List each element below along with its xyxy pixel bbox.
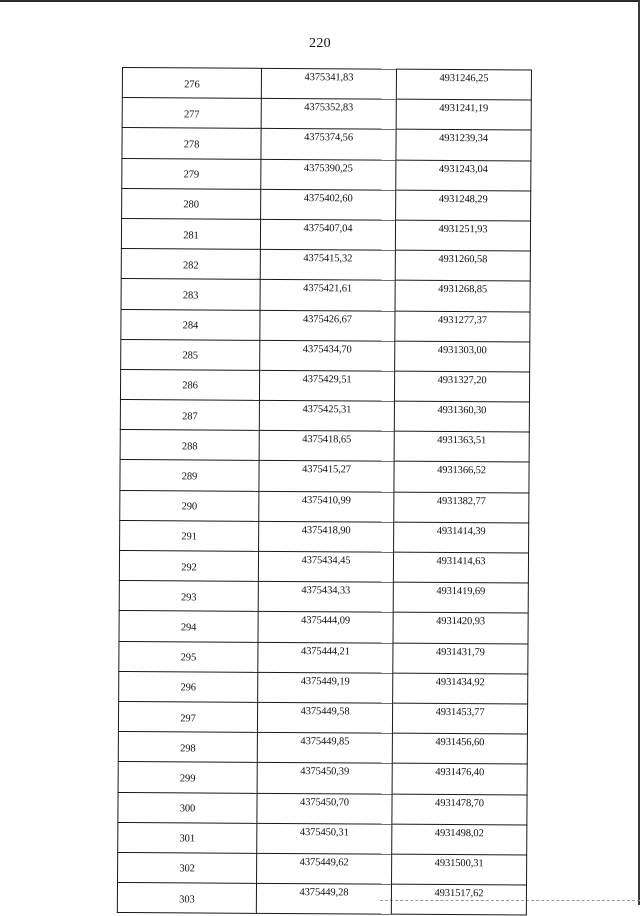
x-coordinate-cell: 4375449,58 [257,702,392,733]
x-coordinate-cell: 4375421,61 [260,280,395,311]
y-coordinate-cell: 4931366,52 [394,462,529,493]
point-number-cell: 283 [121,279,260,310]
x-coordinate-cell: 4375449,28 [256,883,391,914]
table-row [122,98,531,131]
y-coordinate-cell: 4931327,20 [394,371,529,402]
point-number-cell: 294 [119,611,258,642]
y-coordinate-cell: 4931248,29 [396,190,531,221]
y-coordinate-cell: 4931251,93 [395,220,530,251]
x-coordinate-cell: 4375434,70 [260,340,395,371]
table-row [120,490,529,523]
x-coordinate-cell: 4375444,21 [258,642,393,673]
table-row [119,581,528,614]
y-coordinate-cell: 4931360,30 [394,401,529,432]
point-number-cell: 302 [118,852,257,883]
y-coordinate-cell: 4931500,31 [392,854,527,885]
y-coordinate-cell: 4931363,51 [394,431,529,462]
x-coordinate-cell: 4375434,33 [258,582,393,613]
page-number: 220 [309,36,331,51]
y-coordinate-cell: 4931434,92 [393,673,528,704]
x-coordinate-cell: 4375374,56 [261,129,396,160]
y-coordinate-cell: 4931453,77 [392,703,527,734]
point-number-cell: 286 [120,369,259,400]
point-number-cell: 284 [121,309,260,340]
table-row [118,701,527,734]
point-number-cell: 301 [118,822,257,853]
x-coordinate-cell: 4375407,04 [260,219,395,250]
table-row [119,671,528,704]
y-coordinate-cell: 4931239,34 [396,130,531,161]
point-number-cell: 291 [120,520,259,551]
y-coordinate-cell: 4931517,62 [391,884,526,915]
x-coordinate-cell: 4375450,31 [257,823,392,854]
y-coordinate-cell: 4931268,85 [395,280,530,311]
point-number-cell: 280 [122,188,261,219]
y-coordinate-cell: 4931277,37 [395,311,530,342]
x-coordinate-cell: 4375341,83 [261,68,396,99]
y-coordinate-cell: 4931414,63 [393,552,528,583]
y-coordinate-cell: 4931456,60 [392,733,527,764]
point-number-cell: 297 [118,701,257,732]
table-row [119,550,528,583]
x-coordinate-cell: 4375426,67 [260,310,395,341]
point-number-cell: 300 [118,792,257,823]
point-number-cell: 278 [122,128,261,159]
coordinates-table-body [117,68,531,916]
y-coordinate-cell: 4931419,69 [393,582,528,613]
x-coordinate-cell: 4375415,32 [260,249,395,280]
x-coordinate-cell: 4375429,51 [259,370,394,401]
y-coordinate-cell: 4931260,58 [395,250,530,281]
table-row [119,641,528,674]
point-number-cell: 279 [122,158,261,189]
x-coordinate-cell: 4375352,83 [261,99,396,130]
x-coordinate-cell: 4375444,09 [258,612,393,643]
y-coordinate-cell: 4931414,39 [394,522,529,553]
x-coordinate-cell: 4375418,65 [259,431,394,462]
point-number-cell: 288 [120,430,259,461]
y-coordinate-cell: 4931303,00 [395,341,530,372]
table-row [119,611,528,644]
table-row [122,68,531,101]
x-coordinate-cell: 4375450,39 [257,763,392,794]
table-row [118,792,527,825]
point-number-cell: 293 [119,581,258,612]
table-row [121,218,530,251]
table-row [118,762,527,795]
x-coordinate-cell: 4375415,27 [259,461,394,492]
x-coordinate-cell: 4375390,25 [261,159,396,190]
table-row [120,400,529,433]
x-coordinate-cell: 4375449,62 [257,853,392,884]
x-coordinate-cell: 4375418,90 [259,521,394,552]
x-coordinate-cell: 4375450,70 [257,793,392,824]
point-number-cell: 276 [122,68,261,99]
x-coordinate-cell: 4375449,85 [257,732,392,763]
coordinates-table-wrapper [122,67,532,913]
table-row [121,249,530,282]
point-number-cell: 281 [121,218,260,249]
table-row [118,822,527,855]
point-number-cell: 298 [118,732,257,763]
table-row [120,520,529,553]
y-coordinate-cell: 4931241,19 [396,99,531,130]
point-number-cell: 290 [120,490,259,521]
point-number-cell: 285 [121,339,260,370]
table-row [122,188,531,221]
table-row [118,852,527,885]
x-coordinate-cell: 4375449,19 [258,672,393,703]
point-number-cell: 295 [119,641,258,672]
table-row [120,460,529,493]
table-row [122,158,531,191]
table-row [118,732,527,765]
x-coordinate-cell: 4375402,60 [261,189,396,220]
y-coordinate-cell: 4931498,02 [392,824,527,855]
y-coordinate-cell: 4931431,79 [393,643,528,674]
point-number-cell: 287 [120,400,259,431]
table-row [117,883,526,916]
point-number-cell: 282 [121,249,260,280]
table-row [121,339,530,372]
table-row [120,369,529,402]
table-row [122,128,531,161]
y-coordinate-cell: 4931420,93 [393,613,528,644]
coordinates-table [117,67,532,916]
y-coordinate-cell: 4931382,77 [394,492,529,523]
point-number-cell: 289 [120,460,259,491]
table-row [121,279,530,312]
x-coordinate-cell: 4375434,45 [258,551,393,582]
table-row [120,430,529,463]
point-number-cell: 277 [122,98,261,129]
x-coordinate-cell: 4375425,31 [259,400,394,431]
point-number-cell: 303 [117,883,256,914]
point-number-cell: 299 [118,762,257,793]
y-coordinate-cell: 4931476,40 [392,763,527,794]
scan-edge-top [0,0,640,2]
table-row [121,309,530,342]
y-coordinate-cell: 4931478,70 [392,794,527,825]
y-coordinate-cell: 4931246,25 [396,69,531,100]
y-coordinate-cell: 4931243,04 [396,160,531,191]
point-number-cell: 296 [119,671,258,702]
point-number-cell: 292 [119,550,258,581]
x-coordinate-cell: 4375410,99 [259,491,394,522]
